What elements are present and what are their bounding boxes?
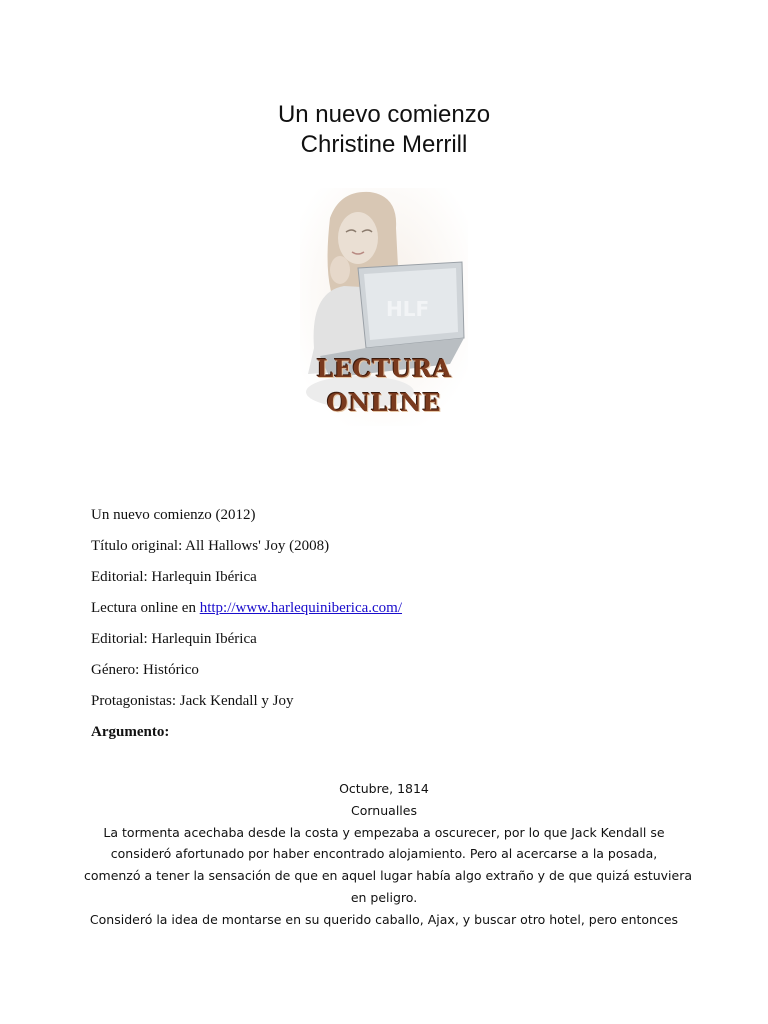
cover-label-online: ONLINE (326, 388, 442, 417)
document-title-block (0, 100, 768, 160)
meta-publisher-repeat: Editorial: Harlequin Ibérica (91, 631, 257, 647)
story-paragraph-line: consideró afortunado por haber encontrado alojamiento. Pero al acercarse a la posada, (110, 846, 658, 862)
cover-watermark: HLF (386, 297, 430, 321)
meta-original-title: Título original: All Hallows' Joy (2008) (91, 538, 330, 554)
meta-online-prefix: Lectura online en (91, 600, 200, 616)
story-paragraph-line: La tormenta acechaba desde la costa y empezaba a oscurecer, por lo que Jack Kendall se (103, 824, 665, 840)
book-metadata (91, 505, 711, 753)
cover-image (300, 188, 468, 426)
meta-online-reading (91, 598, 711, 629)
story-excerpt (84, 778, 693, 931)
story-date: Octubre, 1814 (339, 781, 429, 796)
book-title: Un nuevo comienzo (277, 101, 491, 128)
meta-synopsis-heading: Argumento: (91, 724, 170, 740)
meta-protagonists: Protagonistas: Jack Kendall y Joy (91, 693, 294, 709)
meta-publisher: Editorial: Harlequin Ibérica (91, 569, 257, 585)
story-paragraph-line: en peligro. (350, 889, 418, 905)
cover-label-lectura: LECTURA (316, 354, 452, 383)
meta-genre: Género: Histórico (91, 662, 199, 678)
story-paragraph-line: Consideró la idea de montarse en su querido caballo, Ajax, y buscar otro hotel, pero entonces (89, 911, 679, 927)
meta-title-year: Un nuevo comienzo (2012) (91, 507, 256, 523)
story-place: Cornualles (351, 802, 417, 818)
story-paragraph-line: comenzó a tener la sensación de que en aquel lugar había algo extraño y de que quizá estuviera (84, 868, 693, 884)
book-author: Christine Merrill (300, 131, 468, 158)
publisher-website-link[interactable]: http://www.harlequiniberica.com/ (199, 600, 403, 616)
